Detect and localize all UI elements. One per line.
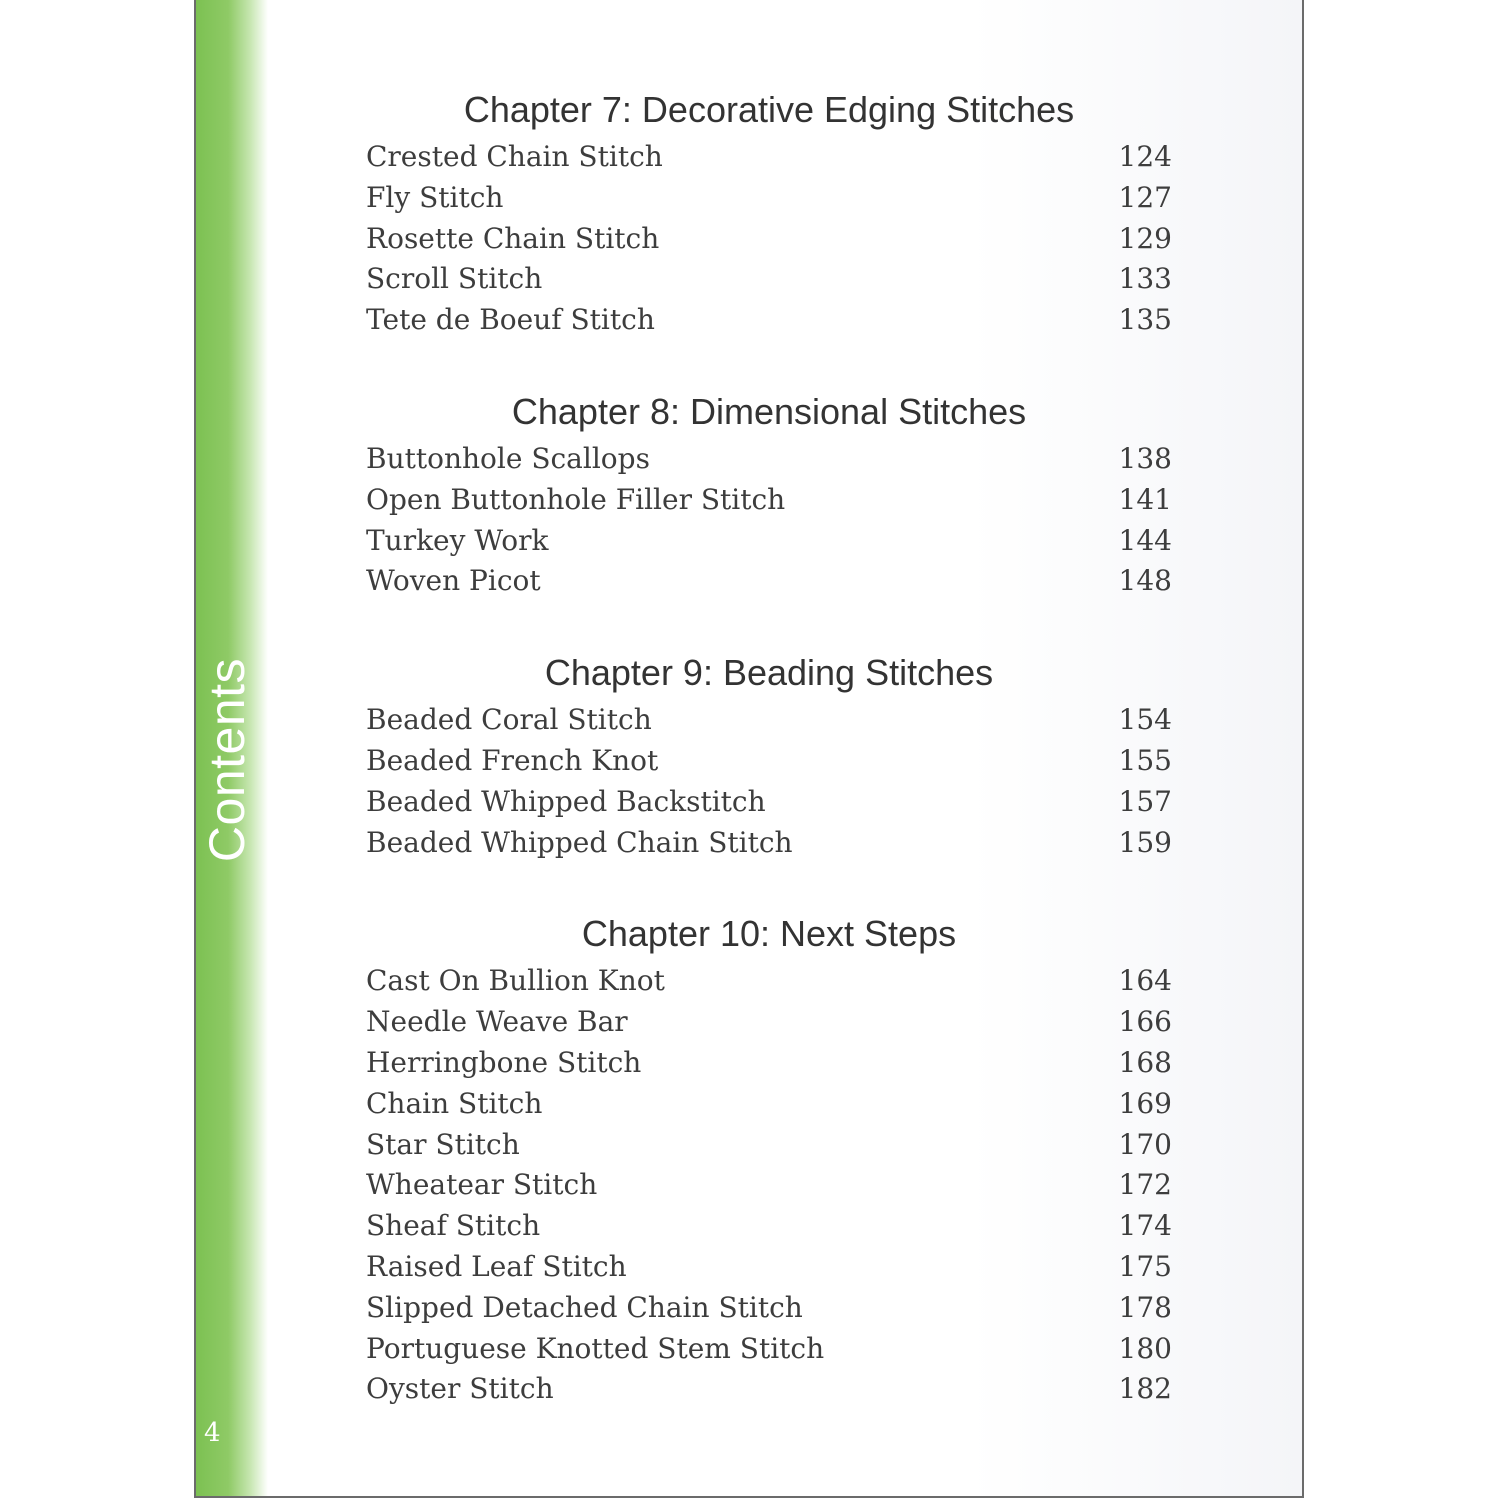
toc-entry[interactable] bbox=[366, 1247, 1172, 1288]
entry-name: Tete de Boeuf Stitch bbox=[366, 303, 655, 337]
entry-name: Chain Stitch bbox=[366, 1086, 543, 1120]
entry-name: Beaded Whipped Chain Stitch bbox=[366, 825, 793, 859]
toc-entry[interactable] bbox=[366, 1125, 1172, 1166]
entry-page: 141 bbox=[1118, 482, 1172, 516]
toc-entry[interactable] bbox=[366, 561, 1172, 602]
entry-name: Star Stitch bbox=[366, 1127, 520, 1161]
chapter-section bbox=[366, 648, 1172, 863]
toc-entry[interactable] bbox=[366, 1084, 1172, 1125]
toc-entry[interactable] bbox=[366, 1288, 1172, 1329]
entry-page: 178 bbox=[1118, 1290, 1172, 1324]
entry-name: Crested Chain Stitch bbox=[366, 140, 663, 173]
entry-name: Beaded French Knot bbox=[366, 743, 659, 777]
entry-page: 135 bbox=[1118, 303, 1172, 337]
entry-name: Slipped Detached Chain Stitch bbox=[366, 1290, 803, 1324]
entry-page: 157 bbox=[1118, 784, 1172, 818]
chapter-title: Chapter 8: Dimensional Stitches bbox=[511, 390, 1027, 432]
entry-page: 174 bbox=[1118, 1209, 1172, 1243]
toc-entry[interactable] bbox=[366, 782, 1172, 823]
entry-name: Open Buttonhole Filler Stitch bbox=[366, 482, 786, 516]
page-number: 4 bbox=[204, 1418, 221, 1448]
sidebar-title-text: Contents bbox=[199, 657, 255, 863]
entry-page: 127 bbox=[1118, 180, 1172, 214]
toc-entry[interactable] bbox=[366, 1043, 1172, 1084]
entry-page: 180 bbox=[1118, 1331, 1172, 1365]
entry-name: Needle Weave Bar bbox=[366, 1005, 628, 1039]
entry-page: 148 bbox=[1118, 564, 1172, 598]
sidebar-title bbox=[199, 640, 255, 880]
toc-entry[interactable] bbox=[366, 1369, 1172, 1410]
entry-name: Wheatear Stitch bbox=[366, 1168, 598, 1202]
toc-entry[interactable] bbox=[366, 1206, 1172, 1247]
toc-entry[interactable] bbox=[366, 137, 1172, 178]
entry-page: 172 bbox=[1118, 1168, 1172, 1202]
toc-entry[interactable] bbox=[366, 178, 1172, 219]
toc-entry[interactable] bbox=[366, 521, 1172, 562]
entry-name: Herringbone Stitch bbox=[366, 1045, 642, 1079]
entry-page: 164 bbox=[1118, 964, 1172, 998]
toc-entry[interactable] bbox=[366, 1329, 1172, 1370]
entry-name: Buttonhole Scallops bbox=[366, 441, 650, 475]
toc-entry[interactable] bbox=[366, 219, 1172, 260]
entry-page: 166 bbox=[1118, 1005, 1172, 1039]
toc-entry[interactable] bbox=[366, 1165, 1172, 1206]
entry-page: 129 bbox=[1118, 221, 1172, 255]
toc-entry[interactable] bbox=[366, 300, 1172, 341]
entry-name: Turkey Work bbox=[366, 523, 549, 557]
chapter-section bbox=[366, 909, 1172, 1410]
entry-name: Portuguese Knotted Stem Stitch bbox=[366, 1331, 825, 1365]
toc-entry[interactable] bbox=[366, 259, 1172, 300]
toc-entry[interactable] bbox=[366, 823, 1172, 864]
chapter-title: Chapter 9: Beading Stitches bbox=[544, 652, 994, 694]
entry-page: 182 bbox=[1118, 1372, 1172, 1406]
chapter-title: Chapter 7: Decorative Edging Stitches bbox=[463, 89, 1075, 130]
entry-page: 155 bbox=[1118, 743, 1172, 777]
entry-name: Beaded Whipped Backstitch bbox=[366, 784, 766, 818]
chapter-section bbox=[366, 85, 1172, 341]
entry-name: Scroll Stitch bbox=[366, 262, 543, 296]
table-of-contents bbox=[366, 85, 1172, 1456]
toc-entry[interactable] bbox=[366, 439, 1172, 480]
contents-sidebar bbox=[196, 0, 268, 1496]
toc-entry[interactable] bbox=[366, 480, 1172, 521]
entry-name: Fly Stitch bbox=[366, 180, 504, 214]
entry-name: Cast On Bullion Knot bbox=[366, 964, 665, 998]
entry-page: 138 bbox=[1118, 441, 1172, 475]
toc-entry[interactable] bbox=[366, 700, 1172, 741]
entry-page: 133 bbox=[1118, 262, 1172, 296]
entry-name: Rosette Chain Stitch bbox=[366, 221, 660, 255]
entry-page: 170 bbox=[1118, 1127, 1172, 1161]
entry-page: 124 bbox=[1118, 140, 1172, 173]
entry-name: Woven Picot bbox=[366, 564, 541, 598]
entry-page: 159 bbox=[1118, 825, 1172, 859]
entry-name: Sheaf Stitch bbox=[366, 1209, 541, 1243]
entry-name: Raised Leaf Stitch bbox=[366, 1249, 627, 1283]
entry-page: 169 bbox=[1118, 1086, 1172, 1120]
toc-entry[interactable] bbox=[366, 961, 1172, 1002]
entry-name: Beaded Coral Stitch bbox=[366, 703, 652, 737]
entry-page: 175 bbox=[1118, 1249, 1172, 1283]
toc-entry[interactable] bbox=[366, 1002, 1172, 1043]
entry-page: 144 bbox=[1118, 523, 1172, 557]
chapter-title: Chapter 10: Next Steps bbox=[581, 913, 957, 955]
entry-page: 154 bbox=[1118, 703, 1172, 737]
entry-name: Oyster Stitch bbox=[366, 1372, 554, 1406]
entry-page: 168 bbox=[1118, 1045, 1172, 1079]
book-page bbox=[194, 0, 1304, 1498]
toc-entry[interactable] bbox=[366, 741, 1172, 782]
chapter-section bbox=[366, 387, 1172, 602]
